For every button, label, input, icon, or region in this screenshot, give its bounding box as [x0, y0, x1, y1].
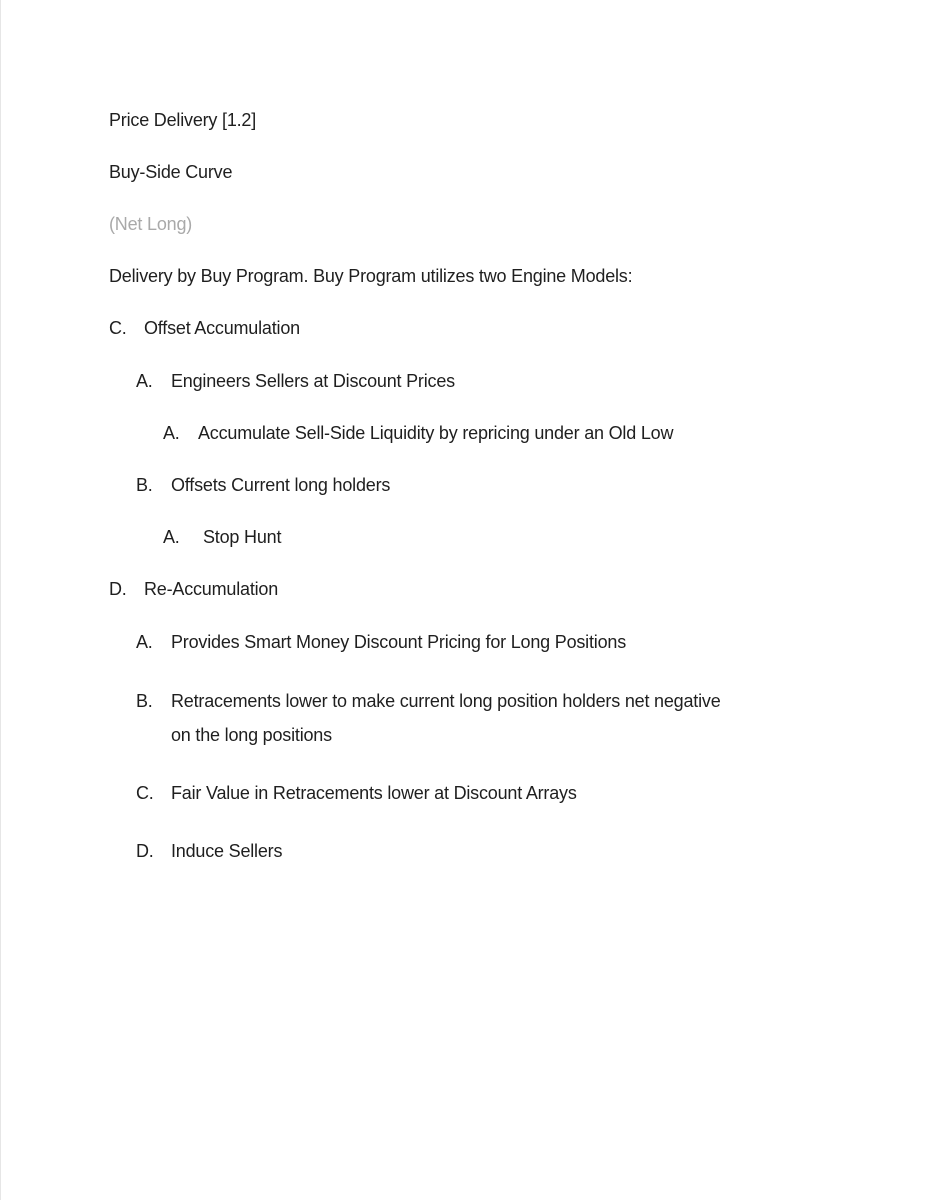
outline-item-d-d-text: Induce Sellers — [171, 841, 283, 861]
outline-item-d-c-marker: C. — [136, 783, 154, 803]
outline-item-d-a-marker: A. — [136, 632, 153, 652]
outline-item-d-a-text: Provides Smart Money Discount Pricing for Long Positions — [171, 632, 627, 652]
outline-item-c-a-a-text: Accumulate Sell-Side Liquidity by repricing under an Old Low — [198, 423, 674, 443]
outline-item-d-c-text: Fair Value in Retracements lower at Discount Arrays — [171, 783, 577, 803]
outline-item-c-a-text: Engineers Sellers at Discount Prices — [171, 371, 455, 391]
outline-item-d-marker: D. — [109, 579, 127, 599]
outline-item-c-b-a-marker: A. — [163, 527, 180, 547]
outline-item-d-b-marker: B. — [136, 691, 153, 711]
intro-paragraph: Delivery by Buy Program. Buy Program utilizes two Engine Models: — [109, 266, 633, 286]
outline-item-d-d-marker: D. — [136, 841, 154, 861]
outline-item-d-b-text-line1: Retracements lower to make current long position holders net negative — [171, 691, 721, 711]
outline-item-c-b-a-text: Stop Hunt — [203, 527, 282, 547]
net-long-note: (Net Long) — [109, 214, 193, 234]
outline-item-c-b-text: Offsets Current long holders — [171, 475, 391, 495]
outline-item-c-text: Offset Accumulation — [144, 318, 300, 338]
outline-item-c-marker: C. — [109, 318, 127, 338]
document-title: Price Delivery [1.2] — [109, 110, 257, 130]
outline-item-c-a-a-marker: A. — [163, 423, 180, 443]
outline-item-d-b-text-line2: on the long positions — [171, 725, 332, 745]
document-subtitle: Buy-Side Curve — [109, 162, 233, 182]
outline-item-c-a-marker: A. — [136, 371, 153, 391]
outline-item-c-b-marker: B. — [136, 475, 153, 495]
outline-item-d-text: Re-Accumulation — [144, 579, 279, 599]
